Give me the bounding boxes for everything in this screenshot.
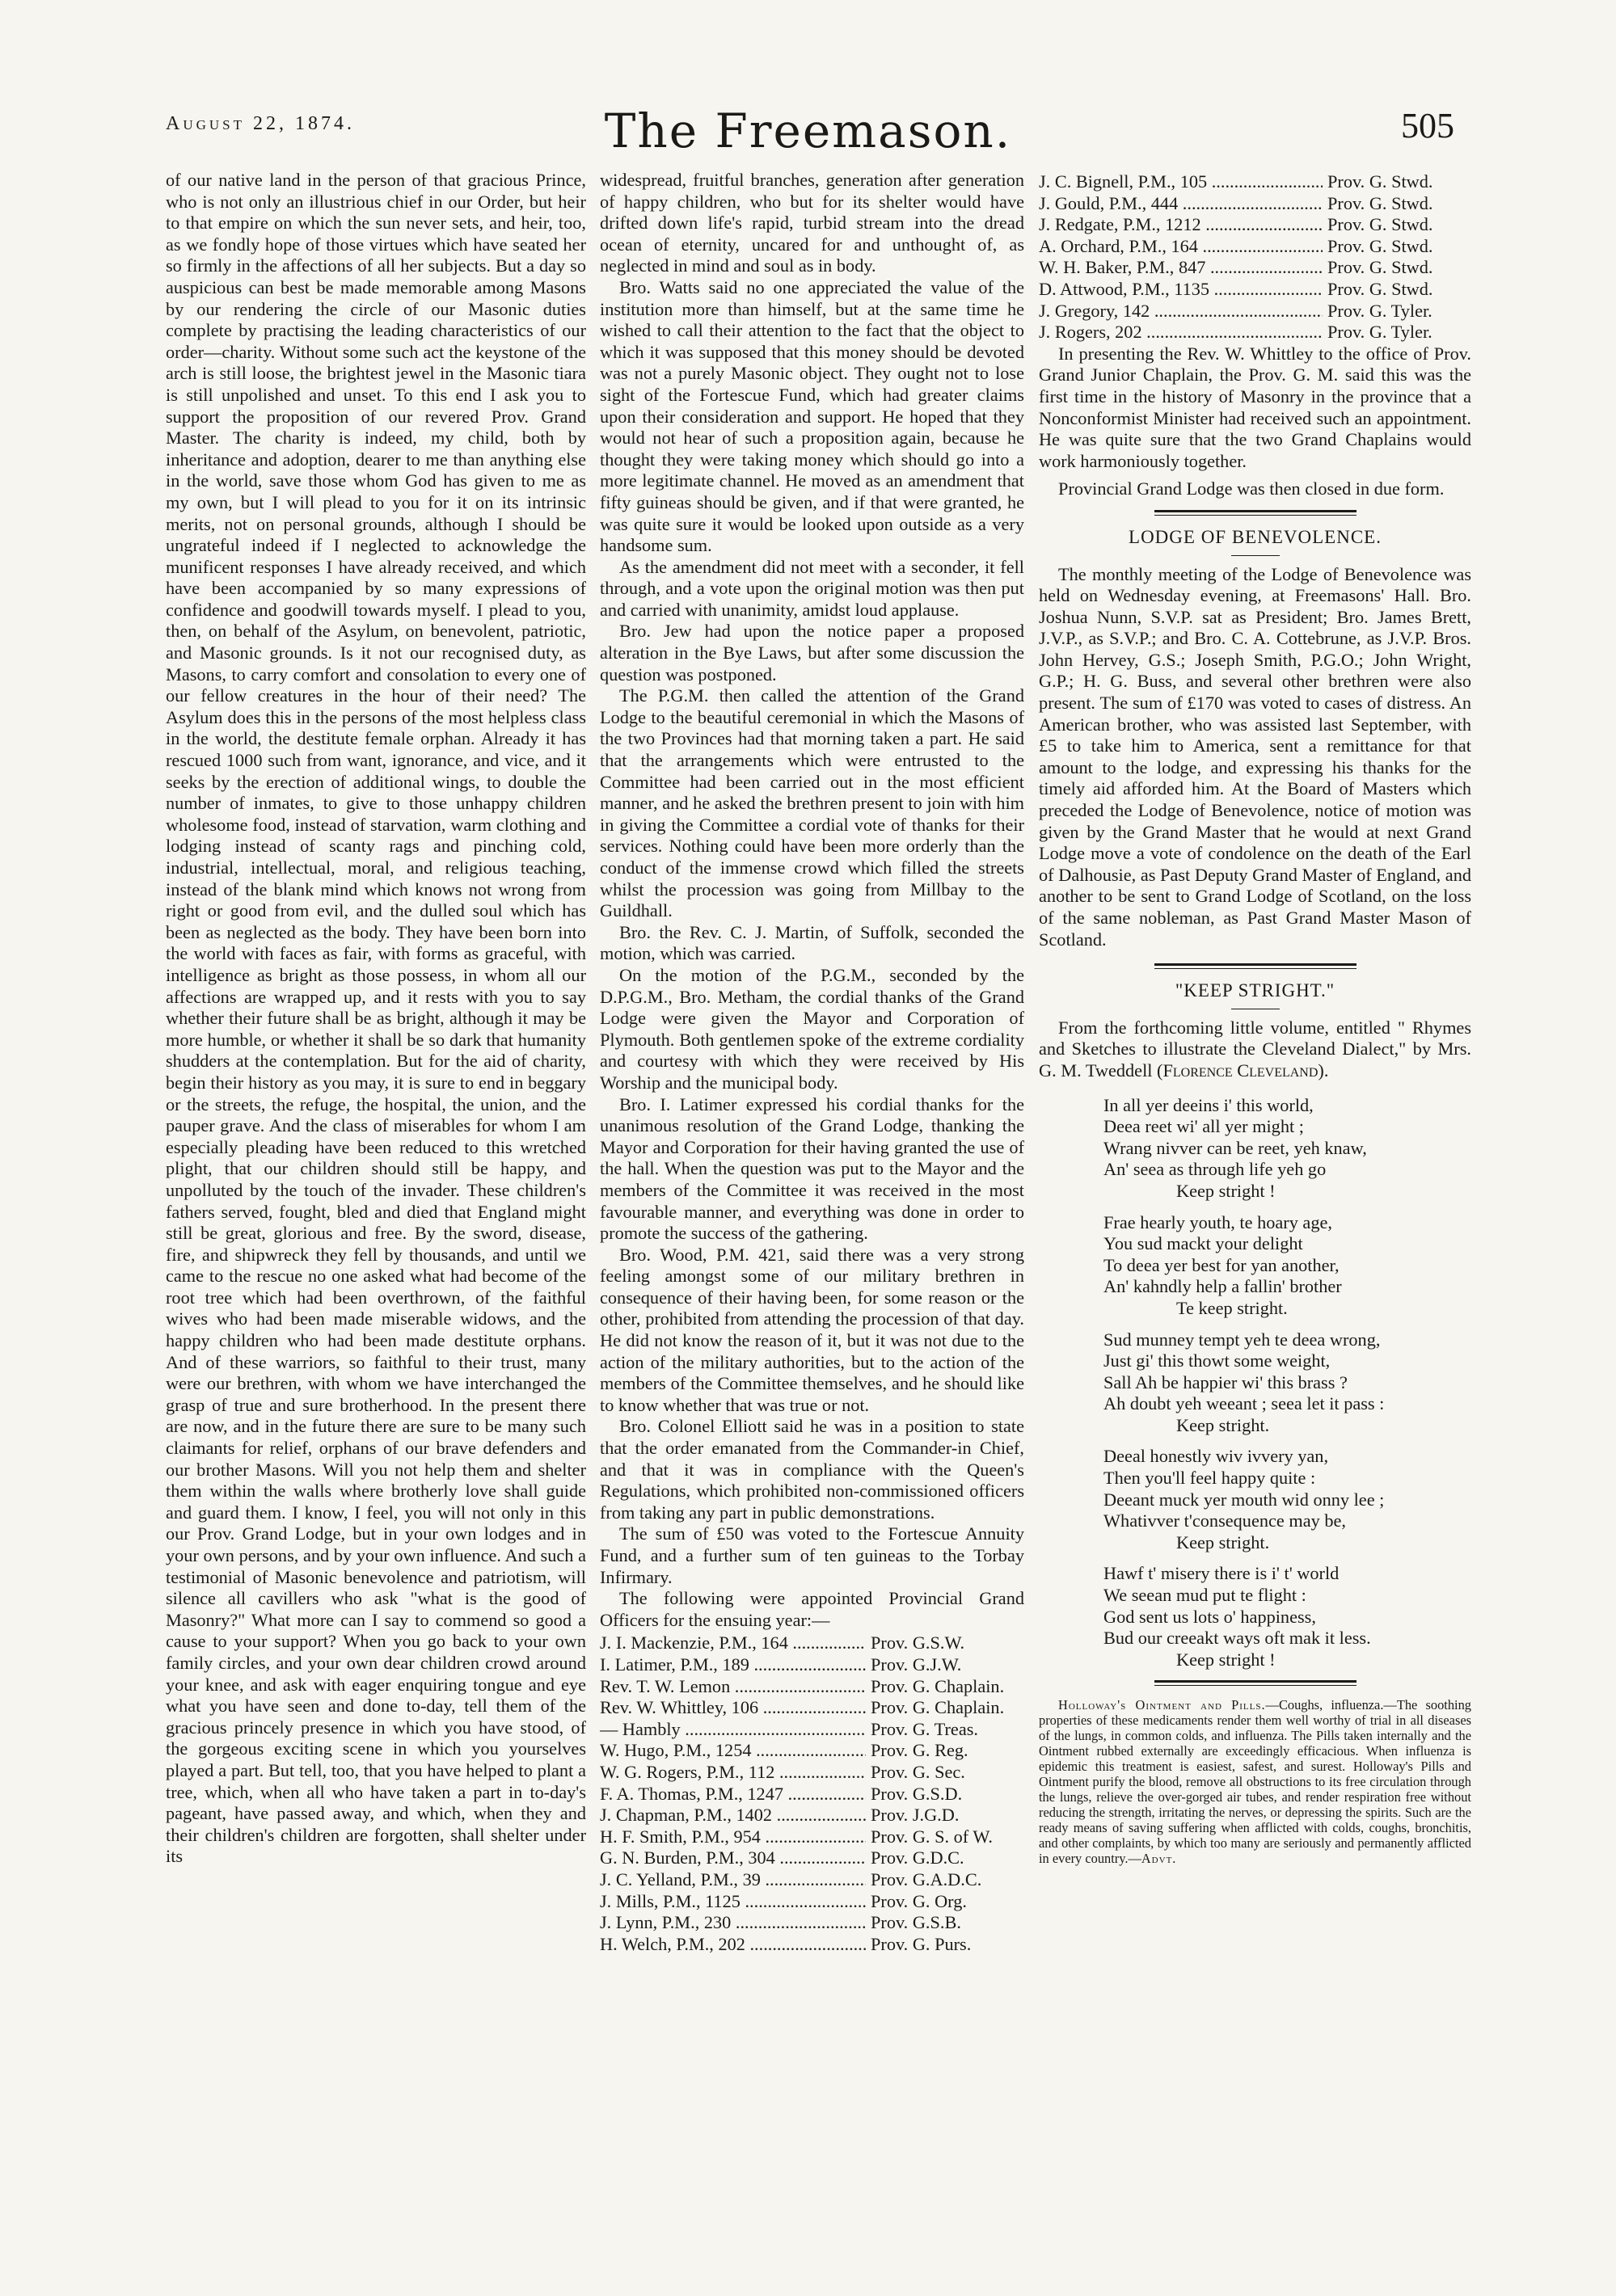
officer-name: H. Welch, P.M., 202 ..... [600, 1934, 866, 1956]
officer-name: G. N. Burden, P.M., 304 ..... [600, 1847, 866, 1869]
officer-row [1039, 236, 1471, 258]
poem-refrain: Keep stright ! [1176, 1649, 1276, 1670]
article-paragraph: Bro. the Rev. C. J. Martin, of Suffolk, seconded the motion, which was carried. [600, 921, 1024, 964]
officer-name: J. Chapman, P.M., 1402 ..... [600, 1805, 866, 1826]
advert-lead: Holloway's Ointment and Pills. [1058, 1697, 1266, 1713]
officer-row [600, 1719, 1024, 1741]
poem-line: Deeal honestly wiv ivvery yan, [1103, 1446, 1329, 1467]
officer-title: Prov. G. Stwd. [1327, 235, 1433, 256]
poem-line: You sud mackt your delight [1103, 1233, 1303, 1254]
officer-name: J. Rogers, 202 ..... [1039, 322, 1323, 343]
article-paragraph: Bro. Watts said no one appreciated the value of the institution more than himself, but at the same time he wished to call their attention to the fact that the object to which it was supposed that this money should be devoted was not a purely Masonic object. They ought not to lose sight of the Fortescue Fund, which had greater claims upon their consideration and support. He hoped that they would not hear of such a proposition again, because he thought they were taking money which should go into a more legitimate channel. He moved as an amendment that fifty guineas should be given, and if that were granted, he was quite sure it would be looked upon outside as a very handsome sum. [600, 276, 1024, 556]
advert-tail: Advt. [1141, 1851, 1177, 1867]
article-paragraph: As the amendment did not meet with a seconder, it fell through, and a vote upon the original motion was then put and carried with unanimity, amidst loud applause. [600, 556, 1024, 620]
officer-name: J. I. Mackenzie, P.M., 164 ..... [600, 1632, 866, 1654]
poem-line: Deeant muck yer mouth wid onny lee ; [1103, 1489, 1385, 1510]
officer-title: Prov. G. Stwd. [1327, 192, 1433, 213]
article-paragraph: The sum of £50 was voted to the Fortescue Annuity Fund, and a further sum of ten guineas to the Torbay Infirmary. [600, 1523, 1024, 1587]
poem-refrain: Keep stright. [1176, 1531, 1270, 1552]
officer-row [1039, 171, 1471, 193]
article-paragraph: The monthly meeting of the Lodge of Benevolence was held on Wednesday evening, at Freemasons' Hall. Bro. Joshua Nunn, S.V.P. sat as President; Bro. James Brett, J.V.P., as S.V.P.; and Bro. C. A. Cottebrune, as J.V.P. Bros. John Hervey, G.S.; Joseph Smith, P.G.O.; John Wright, G.P.; H. G. Buss, and several other brethren were also present. The sum of £170 was voted to cases of distress. An American brother, who was assisted last September, with £5 to take him to America, sent a remittance for that amount to the lodge, and expressing his thanks for the timely aid afforded him. At the Board of Masters which preceded the Lodge of Benevolence, notice of motion was given by the Grand Master that he would at next Grand Lodge move a vote of condolence on the death of the Earl of Dalhousie, as Past Deputy Grand Master of England, and another to be sent to Grand Lodge of Scotland, on the loss of the same nobleman, as Past Grand Master Mason of Scotland. [1039, 563, 1471, 950]
article-paragraph: Bro. Jew had upon the notice paper a proposed alteration in the Bye Laws, but after some discussion the question was postponed. [600, 621, 1024, 685]
poem-line: Frae hearly youth, te hoary age, [1103, 1211, 1332, 1232]
officer-name: J. Lynn, P.M., 230 ..... [600, 1912, 866, 1934]
article-paragraph: Bro. Colonel Elliott said he was in a position to state that the order emanated from the Commander-in Chief, and that it was in compliance with the Queen's Regulations, which prohibited non-commissioned officers from taking any part in public demonstrations. [600, 1416, 1024, 1523]
officer-title: Prov. G. Tyler. [1327, 300, 1432, 321]
officer-title: Prov. G.S.B. [871, 1912, 961, 1933]
advert-text: —Coughs, influenza.—The soothing properties of these medicaments render them well worthy of trial in all diseases of the lungs, in common colds, and influenza. The Pills taken internally and the Ointment rubbed externally are exceedingly efficacious. When influenza is epidemic this treatment is easiest, safest, and surest. Holloway's Pills and Ointment purify the blood, remove all obstructions to its free circulation through the lungs, relieve the over-gorged air tubes, and render respiration free without reducing the strength, irritating the nerves, or depressing the spirits. Such are the ready means of saving suffering when afflicted with colds, coughs, bronchitis, and other complaints, by which too many are seriously and permanently afflicted in every country.— [1039, 1697, 1471, 1867]
poem-line: Hawf t' misery there is i' t' world [1103, 1563, 1340, 1584]
article-paragraph: The following were appointed Provincial Grand Officers for the ensuing year:— [600, 1588, 1024, 1630]
officer-title: Prov. G.J.W. [871, 1654, 962, 1675]
poem-stanza [1103, 1095, 1471, 1203]
officer-title: Prov. G. Purs. [871, 1933, 972, 1954]
officer-title: Prov. G. Stwd. [1327, 214, 1433, 235]
officer-list [1039, 171, 1471, 343]
advertisement [1039, 1697, 1471, 1866]
officer-title: Prov. G. Tyler. [1327, 322, 1432, 343]
poem-line: Deea reet wi' all yer might ; [1103, 1116, 1304, 1137]
poem-line: Bud our creeakt ways oft mak it less. [1103, 1628, 1371, 1649]
poem-intro-text: From the forthcoming little volume, entitled " Rhymes and Sketches to illustrate the Cleveland Dialect," by Mrs. G. M. Tweddell [1039, 1017, 1471, 1081]
poem-line: We seean mud put te flight : [1103, 1585, 1306, 1606]
poem-line: Then you'll feel happy quite : [1103, 1468, 1316, 1489]
officer-title: Prov. G. Stwd. [1327, 278, 1433, 299]
officer-name: F. A. Thomas, P.M., 1247 ..... [600, 1784, 866, 1805]
officer-name: J. Gould, P.M., 444 ..... [1039, 193, 1323, 215]
officer-title: Prov. G. Stwd. [1327, 171, 1433, 192]
article-paragraph: of our native land in the person of that gracious Prince, who is not only an illustrious chief in our Order, but heir to that empire on which the sun never sets, and heir, too, as we fondly hope of those virtues which have seated her so firmly in the affections of all her subjects. But a day so auspicious can best be made memorable among Masons by our rendering the circle of our Masonic duties complete by practising the leading characteristics of our order—charity. Without some such act the keystone of the arch is still loose, the brightest jewel in the Masonic tiara is still unpolished and unset. To this end I ask you to support the proposition of our revered Prov. Grand Master. The charity is indeed, my child, both by inheritance and adoption, dearer to me than anything else in the world, save those whom God has given to me as my own, but I will plead to you for it on its intrinsic merits, not on personal grounds, although I should be ungrateful indeed if I neglected to acknowledge the munificent responses I have already received, and which have been accompanied by so many expressions of confidence and goodwill towards myself. I plead to you, then, on behalf of the Asylum, on benevolent, patriotic, and Masonic grounds. Is it not our recognised duty, as Masons, to carry comfort and consolation to every one of our fellow creatures in the hour of their need? The Asylum does this in the persons of the most helpless class in the world, the destitute female orphan. Already it has rescued 1000 such from want, ignorance, and vice, and it seeks by the erection of additional wings, to double the number of inmates, to give to those unhappy children wholesome food, instead of starvation, warm clothing and lodging instead of scanty rags and pinching cold, industrial, intellectual, moral, and religious teaching, instead of the blank mind which knows not wrong from right or good from evil, and the dulled soul which has been as neglected as the body. They have been born into the world with faces as fair, with forms as graceful, with intelligence as bright as those possess, in whom all our affections are wrapped up, and it rests with you to say whether their future shall be as bright, although it may be more humble, or whether it shall be so dark that humanity shudders at the contemplation. But for the aid of charity, begin their history as you may, it is sure to end in beggary or the streets, the refuge, the hospital, the union, and the pauper grave. And the class of miserables for whom I am especially pleading have been reduced to this wretched plight, that our children should still be happy, and unpolluted by the touch of the invader. These children's fathers served, fought, bled and died that England might still be great, glorious and free. By the sword, disease, fire, and shipwreck they fell by thousands, and until we came to the rescue no one asked what had become of the root tree which had been overthrown, of the faithful wives who had been made miserable widows, and the happy children who had been made destitute orphans. And of these warriors, so faithful to their trust, many were our brethren, with whom we have interchanged the grasp of true and sure brotherhood. In the present there are now, and in the future there are sure to be many such claimants for relief, orphans of our brave defenders and our brother Masons. Will you not help them and shelter them within the walls where brotherly love shall guide and guard them. I know, I feel, you will not only in this our Prov. Grand Lodge, but in your own lodges and in your own persons, and by your own influence. And such a testimonial of Masonic benevolence and patriotism, will silence all cavillers who ask "what is the good of Masonry?" What more can I say to commend so good a cause to your support? When you go back to your own family circles, and your own dear children crowd around your knee, and ask with eager enquiring tongue and eye what you have seen and done to-day, tell them of the gracious princely presence in which you have stood, of the gorgeous exciting scene in which you yourselves played a part. But tell, too, that you have helped to plant a tree, which, when all who have taken a part in to-day's pageant, have passed away, and which, when they and their children's children are forgotten, shall shelter under its [166, 170, 586, 1867]
section-divider [1154, 510, 1357, 516]
column-2 [600, 170, 1024, 1955]
officer-title: Prov. G. Reg. [871, 1740, 968, 1761]
page-header [0, 0, 1616, 162]
officer-name: W. Hugo, P.M., 1254 ..... [600, 1740, 866, 1762]
officer-name: D. Attwood, P.M., 1135 ..... [1039, 279, 1323, 301]
page-number: 505 [1401, 106, 1454, 145]
officer-name: W. G. Rogers, P.M., 112 ..... [600, 1762, 866, 1784]
article-paragraph: Bro. I. Latimer expressed his cordial thanks for the unanimous resolution of the Grand Lodge, thanking the Mayor and Corporation for their having granted the use of the hall. When the question was put to the Mayor and the members of the Committee it was received in the most favourable manner, and everything was done in order to promote the success of the gathering. [600, 1093, 1024, 1244]
title-underline [1231, 555, 1280, 556]
article-paragraph: On the motion of the P.G.M., seconded by the D.P.G.M., Bro. Metham, the cordial thanks of the Grand Lodge were given the Mayor and Corporation of Plymouth. Both gentlemen spoke of the extreme cordiality and courtesy with which they were received by His Worship and the municipal body. [600, 964, 1024, 1093]
officer-name: J. Redgate, P.M., 1212 ..... [1039, 214, 1323, 236]
poem-refrain: Keep stright ! [1176, 1180, 1276, 1201]
poem-line: Wrang nivver can be reet, yeh knaw, [1103, 1137, 1367, 1158]
officer-title: Prov. G. Chaplain. [871, 1697, 1005, 1718]
officer-row [600, 1912, 1024, 1934]
officer-row [1039, 301, 1471, 322]
article-paragraph: widespread, fruitful branches, generation after generation of happy children, who but for its shelter would have drifted down life's rapid, turbid stream into the dread ocean of eternity, uncared for and unthought of, as neglected in mind and soul as in body. [600, 170, 1024, 276]
officer-title: Prov. G.S.D. [871, 1783, 963, 1804]
officer-name: W. H. Baker, P.M., 847 ..... [1039, 257, 1323, 279]
officer-name: J. C. Yelland, P.M., 39 ..... [600, 1869, 866, 1891]
officer-row [600, 1847, 1024, 1869]
officer-row [600, 1697, 1024, 1719]
masthead-title: The Freemason. [604, 103, 1012, 158]
officer-row [600, 1762, 1024, 1784]
poem-stanza [1103, 1446, 1471, 1553]
section-divider [1154, 1680, 1357, 1686]
article-paragraph: Bro. Wood, P.M. 421, said there was a very strong feeling amongst some of our military brethren in consequence of their having been, for some reason or the other, prohibited from attending the procession of that day. He did not know the reason of it, but it was not due to the action of the military authorities, but to the action of the members of the Committee themselves, and he should like to know whether that was true or not. [600, 1244, 1024, 1415]
poem-line: To deea yer best for yan another, [1103, 1254, 1340, 1275]
officer-row [600, 1632, 1024, 1654]
officer-title: Prov. G.A.D.C. [871, 1868, 982, 1889]
officer-title: Prov. G. Stwd. [1327, 257, 1433, 278]
poem-line: Ah doubt yeh weeant ; seea let it pass : [1103, 1393, 1385, 1414]
officer-row [600, 1654, 1024, 1676]
section-title-poem: "KEEP STRIGHT." [1175, 980, 1335, 1001]
officer-title: Prov. G. Chaplain. [871, 1675, 1005, 1696]
officer-row [600, 1676, 1024, 1698]
officer-row [600, 1784, 1024, 1805]
article-paragraph: Provincial Grand Lodge was then closed in due form. [1058, 478, 1445, 499]
poem-line: Whativver t'consequence may be, [1103, 1510, 1346, 1531]
officer-row [600, 1805, 1024, 1826]
article-paragraph: In presenting the Rev. W. Whittley to the office of Prov. Grand Junior Chaplain, the Prov. G. M. said this was the first time in the history of Masonry in the province that a Nonconformist Minister had received such an appointment. He was quite sure that the two Grand Chaplains would work harmoniously together. [1039, 343, 1471, 471]
officer-row [600, 1740, 1024, 1762]
officer-title: Prov. G. Sec. [871, 1761, 965, 1782]
poem-refrain: Te keep stright. [1176, 1297, 1288, 1318]
officer-title: Prov. G.S.W. [871, 1632, 965, 1654]
poem-stanza [1103, 1212, 1471, 1320]
officer-name: Rev. W. Whittley, 106 ..... [600, 1697, 866, 1719]
poem-stanza [1103, 1563, 1471, 1670]
poem [1103, 1095, 1471, 1671]
poem-author: (Florence Cleveland). [1157, 1060, 1329, 1081]
officer-title: Prov. G. S. of W. [871, 1826, 993, 1847]
officer-row [1039, 214, 1471, 236]
officer-name: A. Orchard, P.M., 164 ..... [1039, 236, 1323, 258]
officer-name: — Hambly ..... [600, 1719, 866, 1741]
column-1 [166, 170, 586, 1868]
poem-line: God sent us lots o' happiness, [1103, 1606, 1316, 1627]
officer-row [1039, 279, 1471, 301]
officer-name: I. Latimer, P.M., 189 ..... [600, 1654, 866, 1676]
poem-stanza [1103, 1329, 1471, 1437]
officer-name: Rev. T. W. Lemon ..... [600, 1676, 866, 1698]
column-3 [1039, 170, 1471, 1866]
officer-title: Prov. G. Treas. [871, 1718, 978, 1739]
officer-row [1039, 322, 1471, 343]
poem-line: Just gi' this thowt some weight, [1103, 1350, 1331, 1371]
officer-row [600, 1891, 1024, 1913]
officer-title: Prov. G.D.C. [871, 1847, 964, 1868]
officer-row [600, 1826, 1024, 1848]
officer-name: H. F. Smith, P.M., 954 ..... [600, 1826, 866, 1848]
article-paragraph: The P.G.M. then called the attention of the Grand Lodge to the beautiful ceremonial in which the Masons of the two Provinces had that morning taken a part. He said that the arrangements which were entrusted to the Committee had been carried out in the most efficient manner, and he asked the brethren present to join with him in giving the Committee a cordial vote of thanks for their services. Nothing could have been more orderly than the conduct of the immense crowd which filled the streets whilst the procession was going from Millbay to the Guildhall. [600, 685, 1024, 921]
poem-refrain: Keep stright. [1176, 1414, 1270, 1435]
officer-name: J. C. Bignell, P.M., 105 ..... [1039, 171, 1323, 193]
section-title-benevolence: LODGE OF BENEVOLENCE. [1129, 526, 1382, 547]
officer-name: J. Mills, P.M., 1125 ..... [600, 1891, 866, 1913]
officer-row [1039, 257, 1471, 279]
section-divider [1154, 963, 1357, 969]
issue-date: August 22, 1874. [166, 113, 356, 134]
poem-line: An' seea as through life yeh go [1103, 1159, 1327, 1180]
poem-line: An' kahndly help a fallin' brother [1103, 1276, 1342, 1297]
poem-intro [1039, 1017, 1471, 1082]
officer-name: J. Gregory, 142 ..... [1039, 301, 1323, 322]
officer-row [600, 1869, 1024, 1891]
officer-list [600, 1632, 1024, 1955]
poem-line: In all yer deeins i' this world, [1103, 1094, 1314, 1115]
officer-row [600, 1934, 1024, 1956]
officer-title: Prov. J.G.D. [871, 1805, 960, 1826]
officer-row [1039, 193, 1471, 215]
poem-line: Sall Ah be happier wi' this brass ? [1103, 1371, 1348, 1392]
officer-title: Prov. G. Org. [871, 1890, 967, 1911]
poem-line: Sud munney tempt yeh te deea wrong, [1103, 1329, 1381, 1350]
